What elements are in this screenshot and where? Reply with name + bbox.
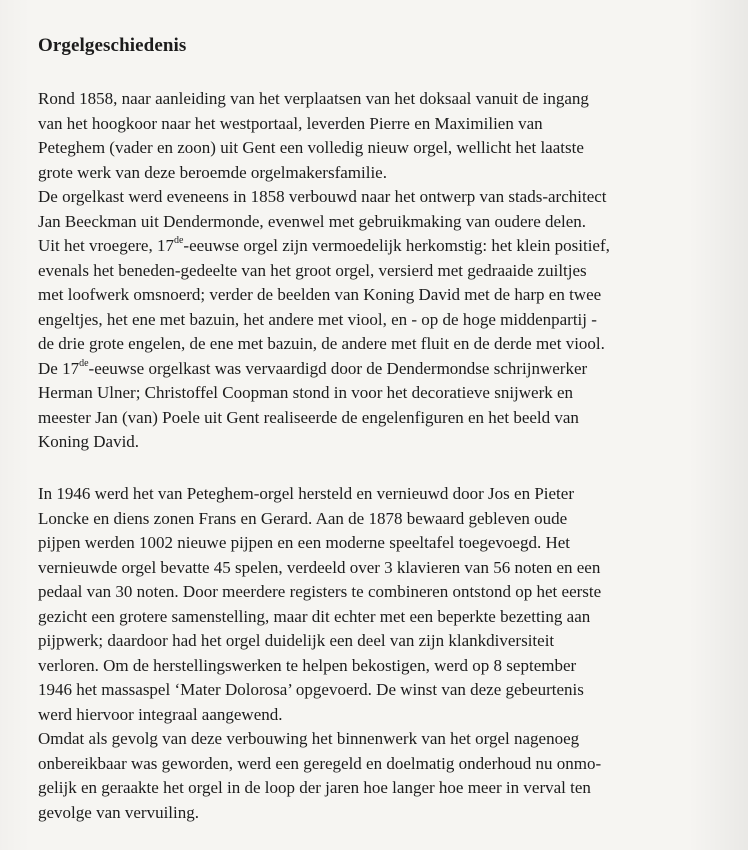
- text-line: met loofwerk omsnoerd; verder de beelden van Koning David met de harp en twee: [38, 285, 602, 304]
- text-line: [38, 357, 738, 382]
- text-line: Rond 1858, naar aanleiding van het verplaatsen van het doksaal vanuit de ingang: [38, 89, 589, 108]
- text-line: Herman Ulner; Christoffel Coopman stond in voor het decoratieve snijwerk en: [38, 383, 574, 402]
- text-segment: -eeuwse orgelkast was vervaardigd door de Dendermondse schrijnwerker: [88, 358, 588, 378]
- text-line: gevolge van vervuiling.: [38, 802, 199, 822]
- text-line: Jan Beeckman uit Dendermonde, evenwel met gebruikmaking van oudere delen.: [38, 211, 587, 231]
- text-line: verloren. Om de herstellingswerken te helpen bekostigen, werd op 8 september: [38, 655, 577, 675]
- text-line: [38, 234, 738, 259]
- text-segment: De 17: [38, 358, 80, 378]
- text-line: onbereikbaar was geworden, werd een geregeld en doelmatig onderhoud nu onmo-: [38, 753, 602, 773]
- text-line: pijpwerk; daardoor had het orgel duidelijk een deel van zijn klankdiversiteit: [38, 631, 555, 650]
- superscript: de: [173, 235, 184, 247]
- paragraph-history-1858: [38, 87, 738, 455]
- text-line: werd hiervoor integraal aangewend.: [38, 704, 283, 724]
- text-segment: -eeuwse orgel zijn vermoedelijk herkomstig: het klein positief,: [183, 236, 610, 255]
- text-line: vernieuwde orgel bevatte 45 spelen, verdeeld over 3 klavieren van 56 noten en een: [38, 557, 601, 577]
- text-line: grote werk van deze beroemde orgelmakersfamilie.: [38, 162, 387, 182]
- text-line: van het hoogkoor naar het westportaal, leverden Pierre en Maximilien van: [38, 113, 543, 133]
- text-line: meester Jan (van) Poele uit Gent realiseerde de engelenfiguren en het beeld van: [38, 407, 579, 427]
- text-line: evenals het beneden-gedeelte van het groot orgel, versierd met gedraaide zuiltjes: [38, 260, 587, 280]
- text-line: In 1946 werd het van Peteghem-orgel hersteld en vernieuwd door Jos en Pieter: [38, 484, 574, 503]
- text-line: 1946 het massaspel ‘Mater Dolorosa’ opgevoerd. De winst van deze gebeurtenis: [38, 680, 584, 699]
- text-segment: Uit het vroegere, 17: [38, 236, 174, 255]
- text-line: de drie grote engelen, de ene met bazuin, de andere met fluit en de derde met viool.: [38, 334, 605, 353]
- text-line: Omdat als gevolg van deze verbouwing het binnenwerk van het orgel nagenoeg: [38, 729, 580, 748]
- text-line: pedaal van 30 noten. Door meerdere registers te combineren ontstond op het eerste: [38, 582, 602, 601]
- text-line: pijpen werden 1002 nieuwe pijpen en een moderne speeltafel toegevoegd. Het: [38, 533, 570, 552]
- superscript: de: [79, 357, 89, 369]
- text-line: De orgelkast werd eveneens in 1858 verbouwd naar het ontwerp van stads-architect: [38, 187, 607, 206]
- text-line: Koning David.: [38, 432, 140, 451]
- page-title: Orgelgeschiedenis: [38, 35, 187, 56]
- text-line: gelijk en geraakte het orgel in de loop der jaren hoe langer hoe meer in verval ten: [38, 778, 591, 797]
- paragraph-history-1946: [38, 482, 738, 825]
- text-line: Loncke en diens zonen Frans en Gerard. Aan de 1878 bewaard gebleven oude: [38, 508, 568, 528]
- text-line: Peteghem (vader en zoon) uit Gent een volledig nieuw orgel, wellicht het laatste: [38, 138, 584, 157]
- text-line: gezicht een grotere samenstelling, maar dit echter met een beperkte bezetting aan: [38, 606, 591, 626]
- text-line: engeltjes, het ene met bazuin, het andere met viool, en - op de hoge middenpartij -: [38, 309, 597, 329]
